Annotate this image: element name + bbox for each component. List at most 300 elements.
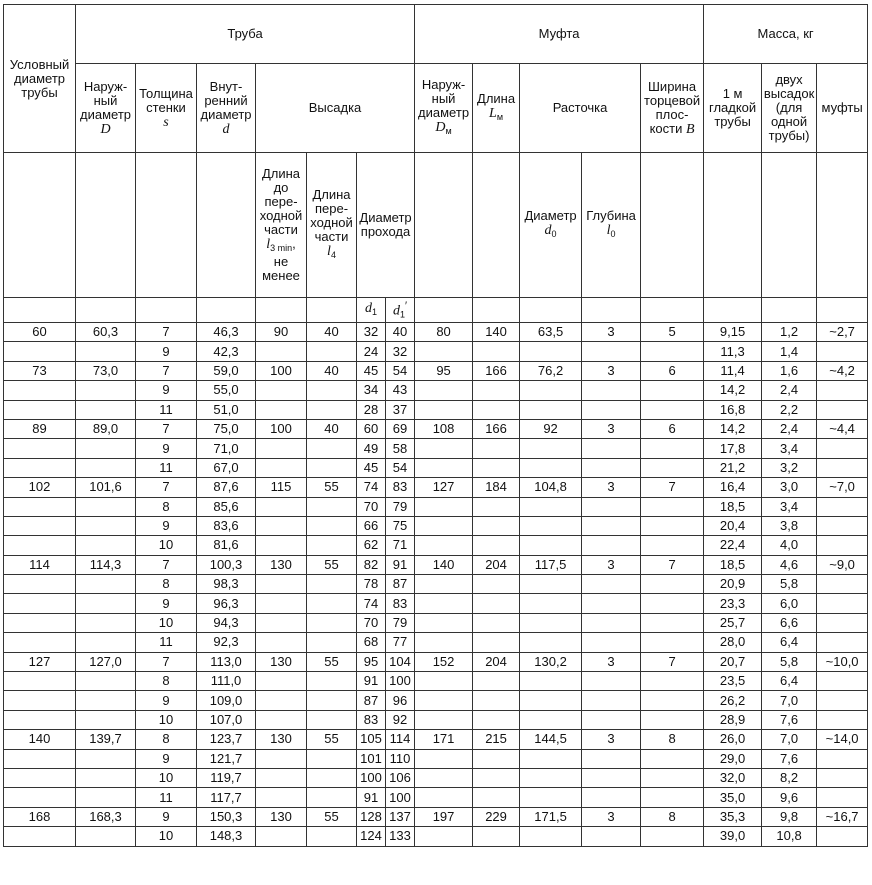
cell-cond-diameter bbox=[4, 672, 76, 691]
cell-cond-diameter: 168 bbox=[4, 807, 76, 826]
cell-d1-prime: 133 bbox=[386, 827, 415, 846]
cell-coupling-outer-diameter bbox=[415, 342, 473, 361]
cell-bore-diameter: 117,5 bbox=[520, 555, 582, 574]
cell-mass-1m: 22,4 bbox=[704, 536, 762, 555]
cell-mass-two-upsets: 2,4 bbox=[762, 381, 817, 400]
cell-bore-depth bbox=[582, 827, 641, 846]
cell-outer-diameter bbox=[76, 497, 136, 516]
cell-mass-coupling bbox=[817, 768, 868, 787]
cell-d1: 60 bbox=[357, 419, 386, 438]
cell-cond-diameter: 127 bbox=[4, 652, 76, 671]
cell-transition-length bbox=[307, 536, 357, 555]
cell-mass-two-upsets: 5,8 bbox=[762, 575, 817, 594]
table-body bbox=[4, 323, 868, 847]
cell-mass-1m: 18,5 bbox=[704, 555, 762, 574]
cell-mass-two-upsets: 7,6 bbox=[762, 749, 817, 768]
cell-d1: 95 bbox=[357, 652, 386, 671]
header-blank bbox=[473, 298, 520, 323]
cell-cond-diameter bbox=[4, 710, 76, 729]
cell-outer-diameter bbox=[76, 710, 136, 729]
cell-d1: 45 bbox=[357, 361, 386, 380]
cell-coupling-outer-diameter bbox=[415, 613, 473, 632]
cell-bore-diameter bbox=[520, 516, 582, 535]
cell-bore-diameter bbox=[520, 458, 582, 477]
cell-bore-diameter: 63,5 bbox=[520, 323, 582, 342]
cell-bore-diameter bbox=[520, 342, 582, 361]
cell-transition-length bbox=[307, 594, 357, 613]
cell-coupling-length bbox=[473, 768, 520, 787]
cell-transition-start: 130 bbox=[256, 807, 307, 826]
cell-transition-length bbox=[307, 381, 357, 400]
cell-mass-coupling bbox=[817, 342, 868, 361]
cell-transition-length: 55 bbox=[307, 555, 357, 574]
cell-mass-1m: 26,0 bbox=[704, 730, 762, 749]
cell-bore-depth bbox=[582, 439, 641, 458]
cell-mass-two-upsets: 10,8 bbox=[762, 827, 817, 846]
cell-bore-diameter: 171,5 bbox=[520, 807, 582, 826]
cell-mass-coupling bbox=[817, 691, 868, 710]
cell-mass-coupling: ~4,4 bbox=[817, 419, 868, 438]
cell-d1-prime: 137 bbox=[386, 807, 415, 826]
cell-bore-diameter bbox=[520, 613, 582, 632]
cell-face-width bbox=[641, 827, 704, 846]
cell-face-width: 7 bbox=[641, 652, 704, 671]
cell-mass-1m: 20,4 bbox=[704, 516, 762, 535]
cell-d1-prime: 114 bbox=[386, 730, 415, 749]
cell-wall-thickness: 9 bbox=[136, 342, 197, 361]
table-row bbox=[4, 516, 868, 535]
cell-inner-diameter: 113,0 bbox=[197, 652, 256, 671]
cell-transition-start bbox=[256, 536, 307, 555]
cell-coupling-outer-diameter bbox=[415, 439, 473, 458]
cell-mass-coupling bbox=[817, 439, 868, 458]
cell-cond-diameter bbox=[4, 497, 76, 516]
cell-bore-depth bbox=[582, 691, 641, 710]
cell-cond-diameter bbox=[4, 691, 76, 710]
cell-mass-two-upsets: 3,2 bbox=[762, 458, 817, 477]
cell-outer-diameter bbox=[76, 633, 136, 652]
cell-transition-length: 40 bbox=[307, 361, 357, 380]
cell-face-width bbox=[641, 439, 704, 458]
cell-mass-coupling: ~7,0 bbox=[817, 478, 868, 497]
cell-inner-diameter: 98,3 bbox=[197, 575, 256, 594]
header-mass: Масса, кг bbox=[704, 5, 868, 64]
cell-coupling-outer-diameter bbox=[415, 710, 473, 729]
cell-transition-length: 40 bbox=[307, 323, 357, 342]
cell-mass-two-upsets: 2,2 bbox=[762, 400, 817, 419]
cell-outer-diameter: 127,0 bbox=[76, 652, 136, 671]
cell-wall-thickness: 10 bbox=[136, 536, 197, 555]
cell-d1: 124 bbox=[357, 827, 386, 846]
cell-inner-diameter: 75,0 bbox=[197, 419, 256, 438]
cell-mass-coupling bbox=[817, 536, 868, 555]
cell-bore-diameter bbox=[520, 575, 582, 594]
cell-transition-length bbox=[307, 458, 357, 477]
cell-bore-diameter bbox=[520, 381, 582, 400]
cell-coupling-length: 184 bbox=[473, 478, 520, 497]
cell-inner-diameter: 92,3 bbox=[197, 633, 256, 652]
cell-transition-start bbox=[256, 400, 307, 419]
cell-cond-diameter bbox=[4, 749, 76, 768]
cell-face-width bbox=[641, 633, 704, 652]
header-bore: Расточка bbox=[520, 64, 641, 153]
table-row bbox=[4, 536, 868, 555]
cell-outer-diameter bbox=[76, 575, 136, 594]
cell-mass-two-upsets: 4,6 bbox=[762, 555, 817, 574]
cell-inner-diameter: 96,3 bbox=[197, 594, 256, 613]
table-row bbox=[4, 788, 868, 807]
cell-wall-thickness: 8 bbox=[136, 730, 197, 749]
cell-coupling-outer-diameter bbox=[415, 691, 473, 710]
cell-outer-diameter: 139,7 bbox=[76, 730, 136, 749]
cell-d1: 70 bbox=[357, 613, 386, 632]
cell-face-width: 6 bbox=[641, 361, 704, 380]
cell-transition-length bbox=[307, 613, 357, 632]
cell-coupling-length bbox=[473, 672, 520, 691]
cell-bore-depth: 3 bbox=[582, 730, 641, 749]
cell-d1: 24 bbox=[357, 342, 386, 361]
cell-inner-diameter: 55,0 bbox=[197, 381, 256, 400]
cell-mass-coupling: ~14,0 bbox=[817, 730, 868, 749]
cell-inner-diameter: 123,7 bbox=[197, 730, 256, 749]
cell-face-width bbox=[641, 710, 704, 729]
header-blank bbox=[520, 298, 582, 323]
cell-transition-length bbox=[307, 516, 357, 535]
cell-bore-diameter bbox=[520, 749, 582, 768]
cell-coupling-outer-diameter bbox=[415, 458, 473, 477]
cell-mass-two-upsets: 8,2 bbox=[762, 768, 817, 787]
cell-transition-start bbox=[256, 672, 307, 691]
cell-bore-diameter bbox=[520, 710, 582, 729]
cell-coupling-outer-diameter: 197 bbox=[415, 807, 473, 826]
cell-d1: 66 bbox=[357, 516, 386, 535]
header-wall-thickness: Толщина стенки s bbox=[136, 64, 197, 153]
cell-wall-thickness: 9 bbox=[136, 516, 197, 535]
cell-d1-prime: 77 bbox=[386, 633, 415, 652]
header-transition-start: Длина до пере- ходной части $l_{3 min}$, не менее bbox=[256, 153, 307, 298]
cell-cond-diameter bbox=[4, 458, 76, 477]
cell-bore-diameter bbox=[520, 439, 582, 458]
cell-mass-two-upsets: 7,6 bbox=[762, 710, 817, 729]
cell-inner-diameter: 87,6 bbox=[197, 478, 256, 497]
cell-wall-thickness: 9 bbox=[136, 439, 197, 458]
cell-transition-start bbox=[256, 458, 307, 477]
cell-inner-diameter: 83,6 bbox=[197, 516, 256, 535]
cell-wall-thickness: 11 bbox=[136, 400, 197, 419]
cell-face-width bbox=[641, 458, 704, 477]
cell-cond-diameter bbox=[4, 768, 76, 787]
cell-mass-two-upsets: 6,4 bbox=[762, 633, 817, 652]
cell-transition-start: 130 bbox=[256, 652, 307, 671]
cell-wall-thickness: 8 bbox=[136, 497, 197, 516]
cell-d1: 62 bbox=[357, 536, 386, 555]
table-row bbox=[4, 594, 868, 613]
cell-mass-coupling: ~10,0 bbox=[817, 652, 868, 671]
cell-transition-length bbox=[307, 710, 357, 729]
cell-outer-diameter bbox=[76, 691, 136, 710]
cell-inner-diameter: 119,7 bbox=[197, 768, 256, 787]
cell-mass-coupling bbox=[817, 672, 868, 691]
cell-coupling-length bbox=[473, 497, 520, 516]
cell-d1-prime: 100 bbox=[386, 788, 415, 807]
cell-coupling-length bbox=[473, 342, 520, 361]
header-blank bbox=[415, 298, 473, 323]
cell-d1-prime: 43 bbox=[386, 381, 415, 400]
cell-cond-diameter: 73 bbox=[4, 361, 76, 380]
table-row bbox=[4, 555, 868, 574]
cell-outer-diameter bbox=[76, 458, 136, 477]
cell-bore-depth bbox=[582, 536, 641, 555]
cell-d1-prime: 106 bbox=[386, 768, 415, 787]
cell-mass-1m: 11,3 bbox=[704, 342, 762, 361]
cell-d1: 34 bbox=[357, 381, 386, 400]
cell-face-width bbox=[641, 594, 704, 613]
cell-wall-thickness: 7 bbox=[136, 478, 197, 497]
table-row bbox=[4, 439, 868, 458]
cell-mass-two-upsets: 7,0 bbox=[762, 691, 817, 710]
cell-outer-diameter bbox=[76, 613, 136, 632]
cell-inner-diameter: 42,3 bbox=[197, 342, 256, 361]
header-blank bbox=[582, 298, 641, 323]
cell-d1: 70 bbox=[357, 497, 386, 516]
cell-outer-diameter bbox=[76, 400, 136, 419]
cell-d1: 68 bbox=[357, 633, 386, 652]
cell-d1: 45 bbox=[357, 458, 386, 477]
cell-mass-1m: 14,2 bbox=[704, 419, 762, 438]
cell-transition-length: 55 bbox=[307, 807, 357, 826]
header-blank bbox=[4, 153, 76, 298]
table-row bbox=[4, 381, 868, 400]
cell-wall-thickness: 7 bbox=[136, 361, 197, 380]
cell-mass-two-upsets: 1,6 bbox=[762, 361, 817, 380]
cell-coupling-length: 166 bbox=[473, 361, 520, 380]
header-blank bbox=[256, 298, 307, 323]
header-blank bbox=[762, 298, 817, 323]
cell-mass-coupling bbox=[817, 827, 868, 846]
cell-mass-1m: 29,0 bbox=[704, 749, 762, 768]
cell-coupling-outer-diameter bbox=[415, 788, 473, 807]
cell-transition-length bbox=[307, 497, 357, 516]
cell-mass-1m: 25,7 bbox=[704, 613, 762, 632]
cell-coupling-outer-diameter: 95 bbox=[415, 361, 473, 380]
cell-inner-diameter: 71,0 bbox=[197, 439, 256, 458]
cell-d1: 91 bbox=[357, 788, 386, 807]
cell-inner-diameter: 109,0 bbox=[197, 691, 256, 710]
cell-coupling-length bbox=[473, 633, 520, 652]
cell-inner-diameter: 81,6 bbox=[197, 536, 256, 555]
cell-bore-depth bbox=[582, 400, 641, 419]
cell-bore-depth bbox=[582, 672, 641, 691]
table-row bbox=[4, 323, 868, 342]
cell-d1: 100 bbox=[357, 768, 386, 787]
cell-outer-diameter bbox=[76, 768, 136, 787]
cell-coupling-outer-diameter: 80 bbox=[415, 323, 473, 342]
cell-mass-two-upsets: 2,4 bbox=[762, 419, 817, 438]
cell-d1-prime: 79 bbox=[386, 613, 415, 632]
cell-mass-1m: 9,15 bbox=[704, 323, 762, 342]
header-mass-two-upsets: двух высадок (для одной трубы) bbox=[762, 64, 817, 153]
cell-transition-length bbox=[307, 575, 357, 594]
cell-outer-diameter: 101,6 bbox=[76, 478, 136, 497]
header-pipe: Труба bbox=[76, 5, 415, 64]
cell-mass-1m: 32,0 bbox=[704, 768, 762, 787]
table-row bbox=[4, 710, 868, 729]
cell-coupling-outer-diameter bbox=[415, 749, 473, 768]
header-d1: $d_1$ bbox=[357, 298, 386, 323]
cell-coupling-outer-diameter: 140 bbox=[415, 555, 473, 574]
cell-transition-length: 40 bbox=[307, 419, 357, 438]
pipe-spec-table-container bbox=[3, 4, 867, 847]
header-blank bbox=[197, 298, 256, 323]
cell-mass-1m: 16,8 bbox=[704, 400, 762, 419]
cell-bore-diameter bbox=[520, 672, 582, 691]
header-inner-diameter: Внут- ренний диаметр d bbox=[197, 64, 256, 153]
cell-mass-1m: 23,3 bbox=[704, 594, 762, 613]
cell-coupling-outer-diameter bbox=[415, 827, 473, 846]
cell-coupling-outer-diameter bbox=[415, 497, 473, 516]
cell-coupling-length bbox=[473, 710, 520, 729]
cell-transition-length bbox=[307, 827, 357, 846]
cell-inner-diameter: 121,7 bbox=[197, 749, 256, 768]
cell-outer-diameter bbox=[76, 381, 136, 400]
header-blank bbox=[4, 298, 76, 323]
cell-bore-depth bbox=[582, 613, 641, 632]
cell-coupling-length bbox=[473, 594, 520, 613]
cell-wall-thickness: 9 bbox=[136, 807, 197, 826]
cell-inner-diameter: 148,3 bbox=[197, 827, 256, 846]
cell-wall-thickness: 9 bbox=[136, 749, 197, 768]
cell-bore-depth: 3 bbox=[582, 361, 641, 380]
cell-face-width bbox=[641, 536, 704, 555]
cell-bore-depth: 3 bbox=[582, 807, 641, 826]
cell-transition-length bbox=[307, 400, 357, 419]
cell-wall-thickness: 9 bbox=[136, 594, 197, 613]
cell-wall-thickness: 7 bbox=[136, 323, 197, 342]
cell-d1-prime: 71 bbox=[386, 536, 415, 555]
cell-transition-length bbox=[307, 633, 357, 652]
cell-mass-coupling bbox=[817, 613, 868, 632]
cell-face-width bbox=[641, 400, 704, 419]
cell-inner-diameter: 94,3 bbox=[197, 613, 256, 632]
header-blank bbox=[76, 298, 136, 323]
cell-wall-thickness: 8 bbox=[136, 575, 197, 594]
cell-bore-depth bbox=[582, 575, 641, 594]
cell-coupling-length bbox=[473, 613, 520, 632]
cell-transition-start bbox=[256, 827, 307, 846]
cell-cond-diameter bbox=[4, 788, 76, 807]
cell-bore-diameter bbox=[520, 536, 582, 555]
cell-bore-diameter bbox=[520, 691, 582, 710]
table-row bbox=[4, 575, 868, 594]
cell-mass-1m: 21,2 bbox=[704, 458, 762, 477]
cell-outer-diameter: 168,3 bbox=[76, 807, 136, 826]
cell-transition-start: 115 bbox=[256, 478, 307, 497]
cell-transition-length bbox=[307, 342, 357, 361]
cell-d1-prime: 40 bbox=[386, 323, 415, 342]
cell-transition-start bbox=[256, 710, 307, 729]
header-blank bbox=[415, 153, 473, 298]
cell-face-width bbox=[641, 381, 704, 400]
cell-coupling-outer-diameter bbox=[415, 768, 473, 787]
cell-face-width: 8 bbox=[641, 807, 704, 826]
cell-bore-depth: 3 bbox=[582, 478, 641, 497]
cell-transition-start bbox=[256, 633, 307, 652]
cell-bore-diameter: 76,2 bbox=[520, 361, 582, 380]
cell-coupling-length bbox=[473, 458, 520, 477]
cell-transition-start bbox=[256, 575, 307, 594]
cell-wall-thickness: 9 bbox=[136, 691, 197, 710]
cell-d1-prime: 75 bbox=[386, 516, 415, 535]
cell-wall-thickness: 7 bbox=[136, 555, 197, 574]
cell-d1: 87 bbox=[357, 691, 386, 710]
cell-cond-diameter bbox=[4, 633, 76, 652]
cell-bore-diameter bbox=[520, 633, 582, 652]
cell-d1-prime: 69 bbox=[386, 419, 415, 438]
header-bore-diameter: Диаметр $d_0$ bbox=[520, 153, 582, 298]
cell-mass-1m: 11,4 bbox=[704, 361, 762, 380]
cell-inner-diameter: 100,3 bbox=[197, 555, 256, 574]
header-coupling: Муфта bbox=[415, 5, 704, 64]
cell-mass-1m: 23,5 bbox=[704, 672, 762, 691]
header-blank bbox=[817, 153, 868, 298]
cell-bore-depth bbox=[582, 710, 641, 729]
cell-coupling-outer-diameter: 171 bbox=[415, 730, 473, 749]
cell-transition-length bbox=[307, 672, 357, 691]
cell-cond-diameter bbox=[4, 342, 76, 361]
cell-transition-length: 55 bbox=[307, 478, 357, 497]
cell-coupling-outer-diameter: 127 bbox=[415, 478, 473, 497]
cell-cond-diameter bbox=[4, 516, 76, 535]
table-row bbox=[4, 749, 868, 768]
header-blank bbox=[704, 153, 762, 298]
cell-transition-start bbox=[256, 613, 307, 632]
cell-mass-1m: 18,5 bbox=[704, 497, 762, 516]
table-row bbox=[4, 342, 868, 361]
cell-bore-depth bbox=[582, 342, 641, 361]
cell-mass-1m: 16,4 bbox=[704, 478, 762, 497]
cell-face-width bbox=[641, 342, 704, 361]
cell-mass-coupling bbox=[817, 594, 868, 613]
cell-mass-two-upsets: 3,4 bbox=[762, 439, 817, 458]
header-blank bbox=[473, 153, 520, 298]
table-row bbox=[4, 458, 868, 477]
cell-inner-diameter: 111,0 bbox=[197, 672, 256, 691]
cell-bore-depth bbox=[582, 749, 641, 768]
cell-outer-diameter bbox=[76, 788, 136, 807]
cell-inner-diameter: 107,0 bbox=[197, 710, 256, 729]
cell-transition-length bbox=[307, 768, 357, 787]
cell-bore-diameter: 104,8 bbox=[520, 478, 582, 497]
cell-mass-coupling bbox=[817, 400, 868, 419]
cell-mass-coupling: ~9,0 bbox=[817, 555, 868, 574]
cell-bore-depth bbox=[582, 381, 641, 400]
table-row bbox=[4, 827, 868, 846]
cell-mass-coupling bbox=[817, 497, 868, 516]
cell-coupling-outer-diameter bbox=[415, 672, 473, 691]
cell-outer-diameter bbox=[76, 536, 136, 555]
cell-coupling-length: 140 bbox=[473, 323, 520, 342]
cell-face-width bbox=[641, 516, 704, 535]
header-blank bbox=[307, 298, 357, 323]
cell-face-width bbox=[641, 672, 704, 691]
cell-d1-prime: 32 bbox=[386, 342, 415, 361]
cell-cond-diameter bbox=[4, 381, 76, 400]
cell-transition-start: 90 bbox=[256, 323, 307, 342]
cell-cond-diameter: 60 bbox=[4, 323, 76, 342]
header-blank bbox=[136, 153, 197, 298]
cell-transition-start: 100 bbox=[256, 419, 307, 438]
cell-mass-two-upsets: 4,0 bbox=[762, 536, 817, 555]
